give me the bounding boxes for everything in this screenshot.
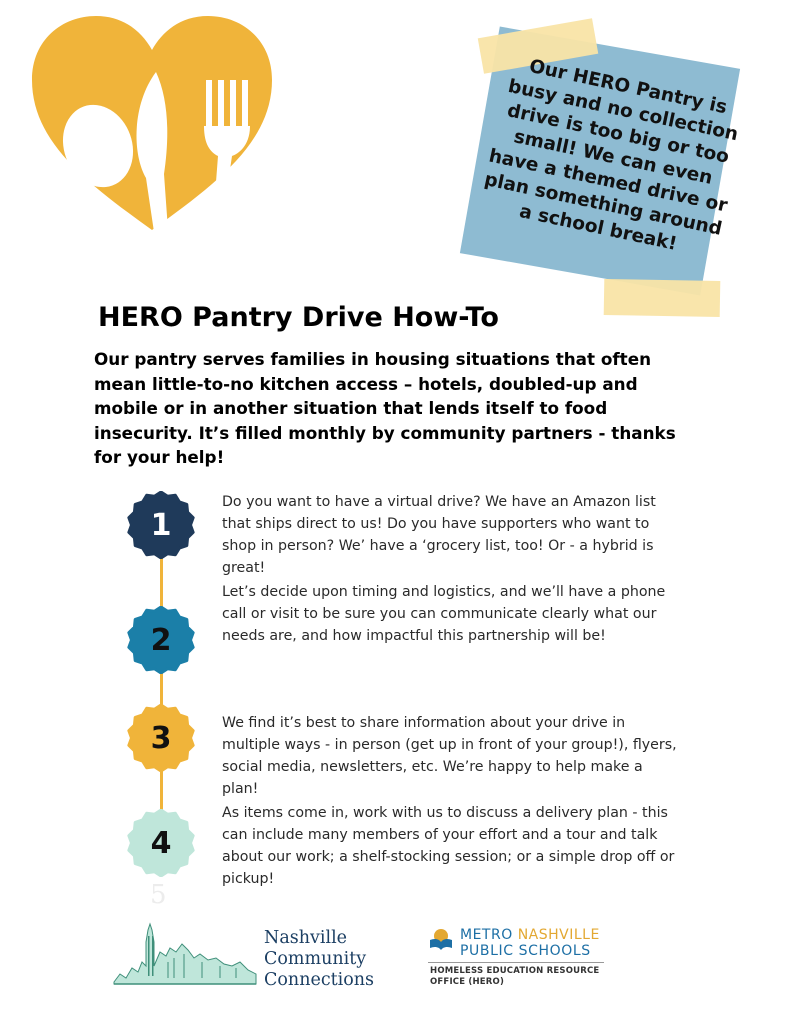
tape-strip-bottom (604, 279, 721, 317)
divider (428, 962, 604, 963)
step-2-text: Let’s decide upon timing and logistics, and we’ll have a phone call or visit to be sure you can communicate clearly what our needs are, and how impactful this partnership will be! (222, 584, 666, 644)
step-2-number: 2 (150, 622, 172, 658)
step-4-badge (127, 809, 195, 877)
step-4-text: As items come in, work with us to discuss a delivery plan - this can include many members of your effort and a tour and talk about our work; a shelf-stocking session; or a simple drop off or pickup! (222, 805, 675, 887)
sticky-note (456, 18, 786, 318)
nashville-skyline-icon (112, 922, 258, 988)
timeline-line (160, 520, 163, 840)
step-3-badge (127, 704, 195, 772)
sticky-note-text: Our HERO Pantry is busy and no collection drive is too big or too small! We can even have a themed drive or plan something around a school break! (482, 55, 740, 255)
faded-step-number: 5 (150, 880, 167, 910)
step-1-number: 1 (150, 507, 172, 543)
heart-utensils-icon (28, 14, 276, 232)
mnps-metro-text: METRO (460, 927, 513, 943)
mnps-nashville-text: NASHVILLE (517, 927, 600, 943)
ncc-logo-text: Nashville Community Connections (264, 928, 375, 990)
mnps-logo-line1 (460, 927, 600, 943)
page-title: HERO Pantry Drive How-To (98, 302, 499, 333)
step-3-number: 3 (150, 720, 172, 756)
step-1-text: Do you want to have a virtual drive? We have an Amazon list that ships direct to us! Do you have supporters who want to shop in person? We’ have a ‘grocery list, too! Or - a hybrid is great! (222, 494, 656, 576)
mnps-logo-line2: PUBLIC SCHOOLS (460, 943, 591, 959)
book-sun-icon (428, 926, 454, 952)
step-1-badge (127, 491, 195, 559)
intro-paragraph: Our pantry serves families in housing situations that often mean little-to-no kitchen access – hotels, doubled-up and mobile or in another situation that lends itself to food insecurity. It’s filled monthly by community partners - thanks for your help! (94, 349, 676, 467)
step-3-text: We find it’s best to share information about your drive in multiple ways - in person (get up in front of your group!), flyers, social media, newsletters, etc. We’re happy to help make a plan! (222, 715, 677, 797)
hero-office-text: HOMELESS EDUCATION RESOURCE OFFICE (HERO) (430, 966, 600, 987)
step-2-badge (127, 606, 195, 674)
step-4-number: 4 (150, 825, 172, 861)
